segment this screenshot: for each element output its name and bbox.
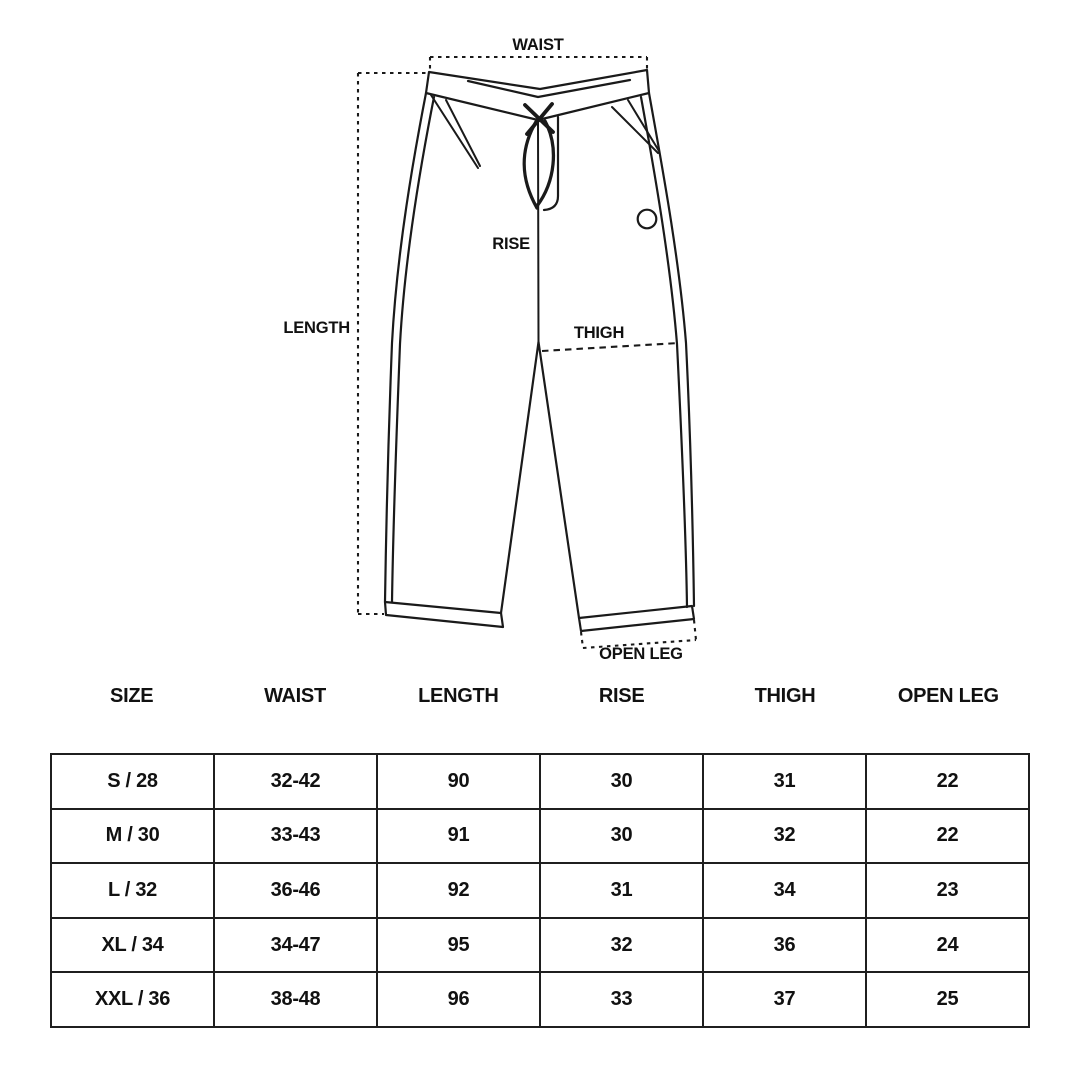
cell-length: 90 bbox=[377, 754, 540, 809]
cell-length: 92 bbox=[377, 863, 540, 918]
column-header-size: SIZE bbox=[110, 685, 154, 707]
cell-thigh: 32 bbox=[703, 809, 866, 864]
right-outseam-outer bbox=[649, 93, 694, 606]
column-header-openleg: OPEN LEG bbox=[897, 685, 999, 707]
cell-length: 95 bbox=[377, 918, 540, 973]
cell-waist: 36-46 bbox=[214, 863, 377, 918]
cell-openleg: 22 bbox=[866, 754, 1029, 809]
table-row-s bbox=[51, 754, 1029, 809]
thigh-label: THIGH bbox=[573, 324, 625, 342]
cell-length: 96 bbox=[377, 972, 540, 1027]
length-label: LENGTH bbox=[283, 319, 350, 337]
cell-waist: 34-47 bbox=[214, 918, 377, 973]
cell-size: XXL / 36 bbox=[51, 972, 214, 1027]
cell-rise: 33 bbox=[540, 972, 703, 1027]
table-row-m bbox=[51, 809, 1029, 864]
openleg-measure-right bbox=[694, 620, 696, 640]
column-header-rise: RISE bbox=[598, 685, 645, 707]
table-row-l bbox=[51, 863, 1029, 918]
cell-thigh: 34 bbox=[703, 863, 866, 918]
left-outseam-inner bbox=[392, 97, 434, 602]
size-chart-column-headers bbox=[50, 683, 1030, 709]
cell-rise: 30 bbox=[540, 809, 703, 864]
cell-waist: 32-42 bbox=[214, 754, 377, 809]
cell-openleg: 23 bbox=[866, 863, 1029, 918]
cell-waist: 38-48 bbox=[214, 972, 377, 1027]
left-inseam bbox=[501, 342, 539, 613]
size-chart-table bbox=[50, 753, 1030, 1028]
waist-label: WAIST bbox=[512, 36, 564, 54]
cell-rise: 31 bbox=[540, 863, 703, 918]
column-header-length: LENGTH bbox=[418, 685, 499, 707]
cell-length: 91 bbox=[377, 809, 540, 864]
pants-legs-outline bbox=[385, 93, 694, 631]
thigh-measure-line bbox=[542, 343, 679, 351]
cell-thigh: 31 bbox=[703, 754, 866, 809]
table-row-xl bbox=[51, 918, 1029, 973]
cell-size: M / 30 bbox=[51, 809, 214, 864]
openleg-label: OPEN LEG bbox=[599, 645, 683, 663]
right-hem-cuff bbox=[579, 606, 694, 631]
left-hem-cuff bbox=[385, 602, 503, 627]
cell-openleg: 25 bbox=[866, 972, 1029, 1027]
cell-thigh: 36 bbox=[703, 918, 866, 973]
cell-size: L / 32 bbox=[51, 863, 214, 918]
rise-seam bbox=[538, 122, 539, 342]
cell-size: S / 28 bbox=[51, 754, 214, 809]
rise-label: RISE bbox=[492, 235, 530, 253]
cell-rise: 30 bbox=[540, 754, 703, 809]
pocket-stitch-lines bbox=[431, 95, 659, 168]
cell-size: XL / 34 bbox=[51, 918, 214, 973]
column-header-waist: WAIST bbox=[264, 685, 326, 707]
cell-rise: 32 bbox=[540, 918, 703, 973]
table-row-xxl bbox=[51, 972, 1029, 1027]
cell-openleg: 22 bbox=[866, 809, 1029, 864]
cell-waist: 33-43 bbox=[214, 809, 377, 864]
cell-thigh: 37 bbox=[703, 972, 866, 1027]
button-detail bbox=[638, 210, 657, 229]
cell-openleg: 24 bbox=[866, 918, 1029, 973]
column-header-thigh: THIGH bbox=[754, 685, 816, 707]
right-inseam bbox=[539, 342, 580, 618]
waistband bbox=[426, 70, 649, 120]
openleg-measure-left bbox=[581, 632, 583, 648]
